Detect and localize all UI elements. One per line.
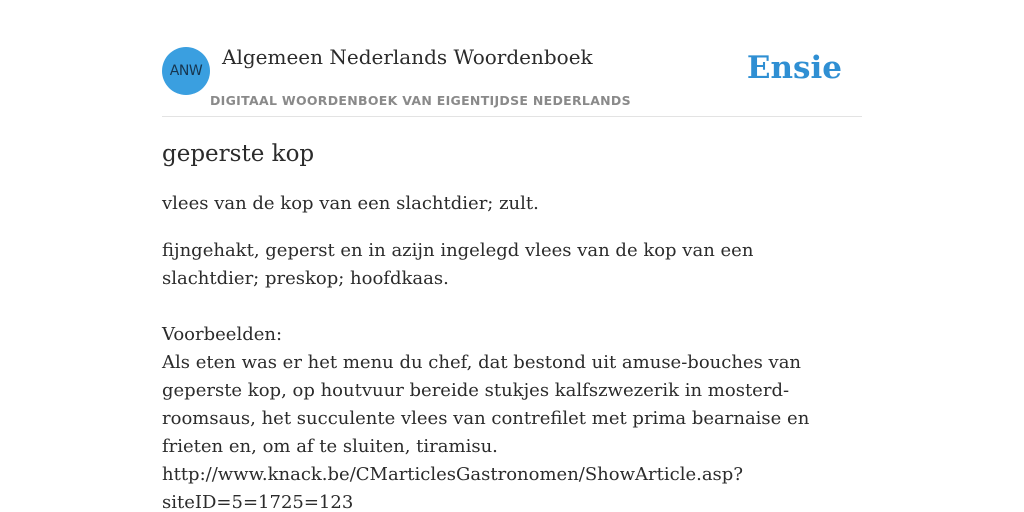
long-definition: fijngehakt, geperst en in azijn ingelegd vlees van de kop van een slachtdier; preskop; hoofdkaas.	[162, 240, 754, 289]
short-definition: vlees van de kop van een slachtdier; zult.	[162, 193, 539, 214]
anw-logo[interactable]: ANW	[162, 47, 210, 95]
examples-label: Voorbeelden:	[162, 324, 283, 345]
example-source-url-continued[interactable]: siteID=5=1725=123	[162, 492, 354, 512]
ensie-brand-logo[interactable]: Ensie	[746, 50, 842, 86]
site-subtitle: DIGITAAL WOORDENBOEK VAN EIGENTIJDSE NEDERLANDS	[210, 93, 631, 108]
example-sentence: Als eten was er het menu du chef, dat bestond uit amuse-bouches van geperste kop, op houtvuur bereide stukjes kalfszwezerik in mosterd-roomsaus, het succulente vlees van contrefilet met prima bearnaise en frieten en, om af te sluiten, tiramisu.	[162, 352, 810, 457]
site-title[interactable]: Algemeen Nederlands Woordenboek	[222, 45, 593, 69]
entry-headword: geperste kop	[162, 141, 315, 167]
dictionary-entry	[162, 138, 852, 512]
site-header	[162, 0, 862, 117]
example-source-url[interactable]: http://www.knack.be/CMarticlesGastronomen/ShowArticle.asp?	[162, 464, 743, 485]
